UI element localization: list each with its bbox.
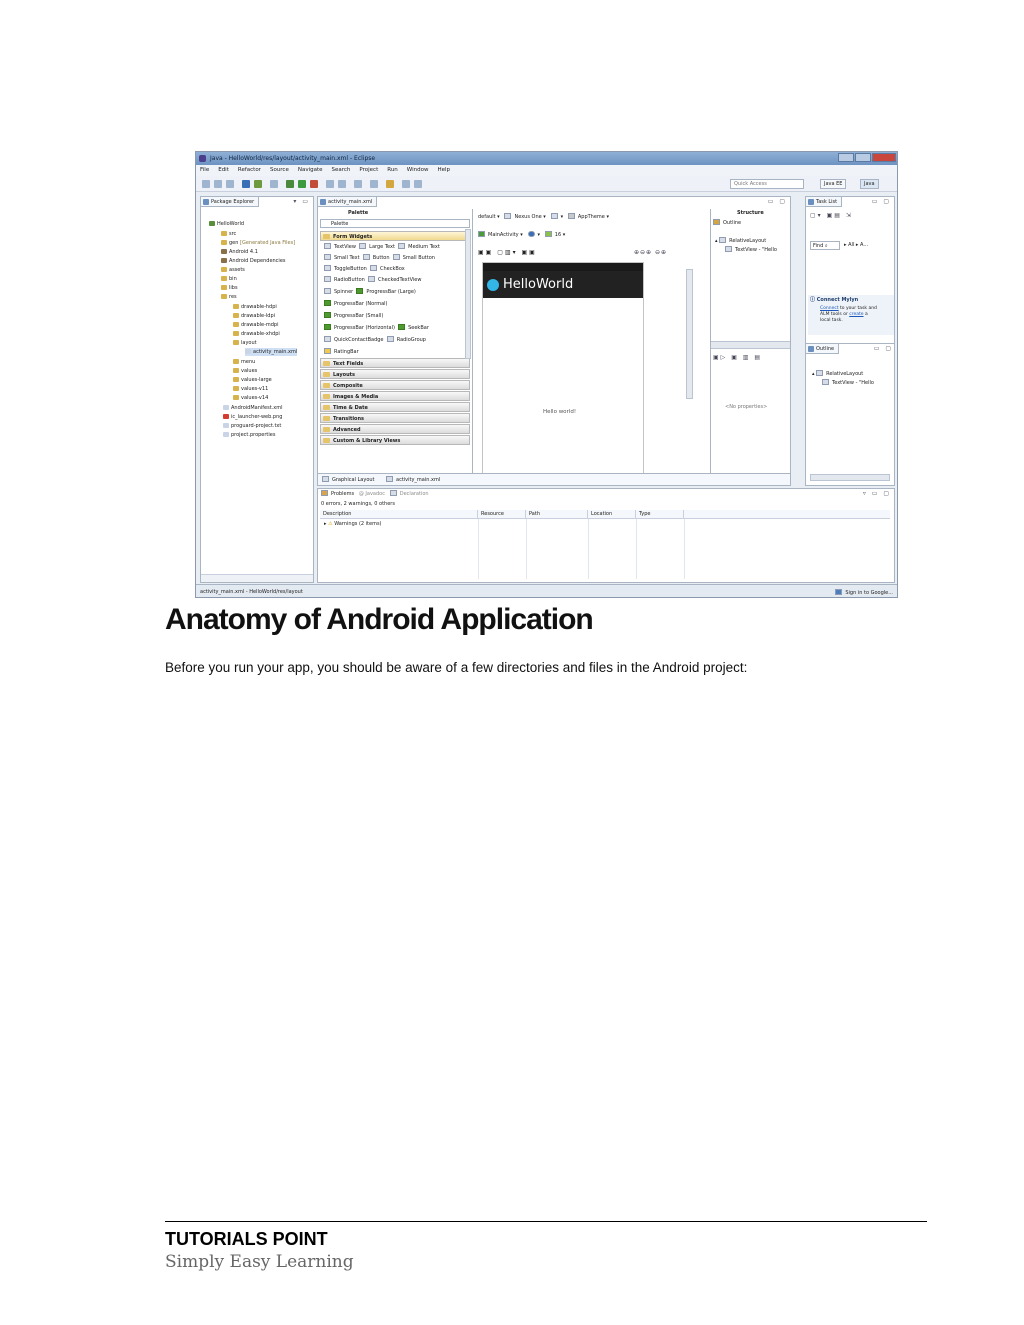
palette-category-form-widgets[interactable]: Form Widgets [320, 231, 470, 241]
tree-item[interactable]: drawable-ldpi [233, 312, 275, 320]
open-type-icon[interactable] [338, 180, 346, 188]
print-icon[interactable] [226, 180, 234, 188]
footer-divider [165, 1221, 927, 1222]
forward-icon[interactable] [414, 180, 422, 188]
tab-problems[interactable]: Problems [321, 491, 354, 497]
textview-icon [324, 243, 331, 249]
hello-textview[interactable]: Hello world! [543, 409, 577, 415]
folder-icon [233, 313, 239, 318]
column-divider [478, 519, 479, 579]
minimize-icon[interactable] [838, 153, 854, 162]
palette-scrollbar[interactable] [465, 229, 471, 359]
column-resource[interactable]: Resource [478, 510, 526, 519]
problems-panel [317, 488, 895, 583]
palette-category[interactable]: Composite [320, 380, 470, 390]
perspective-java-ee[interactable]: Java EE [820, 179, 846, 189]
tab-xml-source[interactable]: activity_main.xml [386, 476, 440, 483]
eclipse-screenshot [195, 151, 898, 598]
no-properties-text: <No properties> [725, 404, 768, 410]
package-explorer-panel [200, 196, 314, 583]
palette [318, 209, 473, 475]
widget-row: Spinner ProgressBar (Large) [324, 288, 416, 297]
textview-icon [359, 243, 366, 249]
google-icon [835, 589, 842, 595]
tree-item[interactable]: proguard-project.txt [223, 422, 281, 430]
column-location[interactable]: Location [588, 510, 636, 519]
status-bar [483, 263, 643, 271]
intro-paragraph: Before you run your app, you should be aware of a few directories and files in the Android project: [165, 660, 748, 675]
layout-icon [719, 237, 726, 243]
app-launcher-icon [487, 279, 499, 291]
tree-item[interactable]: values-v14 [233, 394, 268, 402]
new-class-icon[interactable] [326, 180, 334, 188]
config-dropdown[interactable]: default [478, 214, 496, 220]
task-filters[interactable]: ▸ All ▸ A... [844, 242, 869, 248]
seekbar-icon [398, 324, 405, 330]
xml-file-icon [386, 476, 393, 482]
widget-row: ProgressBar (Horizontal) SeekBar [324, 324, 429, 333]
device-screen [482, 262, 644, 475]
menu-search[interactable]: Search [331, 167, 351, 173]
theme-icon [568, 213, 575, 219]
column-divider [684, 519, 685, 579]
run-icon[interactable] [298, 180, 306, 188]
problems-summary: 0 errors, 2 warnings, 0 others [321, 501, 395, 507]
tab-javadoc[interactable]: @ Javadoc [358, 491, 385, 497]
library-icon [221, 249, 227, 254]
open-task-icon[interactable] [386, 180, 394, 188]
graphical-layout-icon [322, 476, 329, 482]
xml-file-icon [223, 405, 229, 410]
column-type[interactable]: Type [636, 510, 684, 519]
task-toolbar[interactable]: ▢▾ ▣▤ ⇲ [810, 212, 853, 219]
textview-icon [725, 246, 732, 252]
xml-file-icon [245, 349, 251, 354]
outline-icon [713, 219, 720, 225]
tree-item[interactable]: res [221, 293, 237, 301]
tree-item-selected[interactable]: activity_main.xml [245, 348, 297, 356]
tree-item[interactable]: drawable-hdpi [233, 303, 277, 311]
status-path: activity_main.xml - HelloWorld/res/layout [200, 589, 303, 595]
text-file-icon [223, 432, 229, 437]
widget-row: Small Text Button Small Button [324, 254, 435, 263]
outline-tree-item[interactable]: TextView - "Hello [725, 246, 777, 253]
view-controls[interactable]: ▭ ▢ [767, 198, 787, 205]
layout-icon [816, 370, 823, 376]
warning-icon: ⚠ [328, 521, 333, 527]
device-dropdown[interactable]: Nexus One [514, 214, 542, 220]
lint-icon[interactable] [270, 180, 278, 188]
widget-row: RadioButton CheckedTextView [324, 276, 421, 285]
task-list-icon [808, 199, 814, 205]
tree-item[interactable]: values-large [233, 376, 272, 384]
widget-row: ToggleButton CheckBox [324, 265, 405, 274]
config-bar-2: MainActivity ▾ ▾ 16 ▾ [478, 231, 565, 238]
view-controls[interactable]: ▿ ▭ ▢ [862, 490, 891, 497]
radiogroup-icon [387, 336, 394, 342]
palette-category[interactable]: Time & Date [320, 402, 470, 412]
folder-icon [233, 377, 239, 382]
problems-table-header [320, 510, 890, 519]
back-icon[interactable] [402, 180, 410, 188]
tab-declaration[interactable]: Declaration [390, 491, 429, 497]
editor-tab[interactable]: activity_main.xml [318, 197, 377, 207]
activity-icon [478, 231, 485, 237]
radio-icon [324, 276, 331, 282]
folder-icon [233, 395, 239, 400]
column-path[interactable]: Path [526, 510, 588, 519]
canvas-toolbar[interactable]: ▣▣ ▢▥▾ ▣▣ [478, 249, 537, 256]
palette-category[interactable]: Transitions [320, 413, 470, 423]
package-explorer-tab[interactable]: Package Explorer [201, 197, 259, 207]
progressbar-icon [324, 324, 331, 330]
menu-source[interactable]: Source [269, 167, 289, 173]
footer-tagline: Simply Easy Learning [165, 1252, 354, 1272]
outline-tree-item[interactable]: TextView - "Hello [822, 379, 874, 386]
tree-item[interactable]: gen [Generated Java Files] [221, 239, 295, 247]
tree-item[interactable]: Android Dependencies [221, 257, 286, 265]
outline-tree-item[interactable]: ▴ RelativeLayout [812, 371, 864, 377]
project-tree [201, 210, 314, 580]
tree-item[interactable]: AndroidManifest.xml [223, 404, 282, 412]
mylyn-create-link[interactable]: create [849, 312, 864, 317]
external-tools-icon[interactable] [310, 180, 318, 188]
problems-tabs [321, 490, 429, 497]
tree-item[interactable]: menu [233, 358, 255, 366]
checkbox-icon [368, 276, 375, 282]
task-list-tab[interactable]: Task List [806, 197, 842, 207]
menu-refactor[interactable]: Refactor [237, 167, 261, 173]
outline-scrollbar[interactable] [810, 474, 890, 481]
progressbar-icon [324, 312, 331, 318]
widget-row: ProgressBar (Normal) [324, 300, 387, 309]
folder-icon [233, 386, 239, 391]
locale-globe-icon[interactable] [528, 231, 535, 237]
tree-item[interactable]: values [233, 367, 257, 375]
app-title: HelloWorld [503, 277, 574, 292]
outline-icon [808, 346, 814, 352]
api-dropdown[interactable]: 16 [554, 232, 562, 238]
folder-icon [233, 304, 239, 309]
eclipse-icon [199, 155, 206, 162]
column-description[interactable]: Description [320, 510, 478, 519]
tree-item[interactable]: drawable-mdpi [233, 321, 279, 329]
tree-item[interactable]: assets [221, 266, 245, 274]
palette-dropdown[interactable]: Palette [320, 219, 470, 228]
button-icon [393, 254, 400, 260]
text-file-icon [223, 423, 229, 428]
tree-item[interactable]: layout [233, 339, 257, 347]
footer-brand: TUTORIALS POINT [165, 1229, 328, 1249]
window-title-bar [196, 152, 898, 165]
tree-item[interactable]: src [221, 230, 236, 238]
maximize-icon[interactable] [855, 153, 871, 162]
mylyn-title: ⓘ Connect Mylyn [810, 297, 859, 303]
textview-icon [398, 243, 405, 249]
structure-title: Structure [737, 210, 764, 216]
tree-item[interactable]: Android 4.1 [221, 248, 258, 256]
folder-icon [221, 276, 227, 281]
menu-window[interactable]: Window [406, 167, 429, 173]
close-icon[interactable] [872, 153, 896, 162]
horizontal-scrollbar[interactable] [201, 574, 313, 582]
tree-item[interactable]: values-v11 [233, 385, 268, 393]
badge-icon [324, 336, 331, 342]
window-title: Java - HelloWorld/res/layout/activity_main.xml - Eclipse [210, 155, 376, 162]
tree-item[interactable]: ic_launcher-web.png [223, 413, 282, 421]
toggle-icon [324, 265, 331, 271]
palette-category[interactable]: Images & Media [320, 391, 470, 401]
checkbox-icon [370, 265, 377, 271]
view-controls[interactable]: ▾ ▭ [293, 198, 310, 205]
library-icon [221, 258, 227, 263]
tree-item[interactable]: HelloWorld [209, 220, 244, 228]
debug-icon[interactable] [286, 180, 294, 188]
sign-in-google[interactable]: Sign in to Google... [835, 589, 893, 596]
section-heading: Anatomy of Android Application [165, 603, 593, 636]
search-icon[interactable] [354, 180, 362, 188]
folder-icon [233, 322, 239, 327]
progressbar-icon [324, 300, 331, 306]
palette-category[interactable]: Advanced [320, 424, 470, 434]
palette-title: Palette [348, 210, 369, 216]
view-controls[interactable]: ▭ ▢ [873, 345, 893, 352]
image-file-icon [223, 414, 229, 419]
progressbar-icon [356, 288, 363, 294]
palette-category[interactable]: Layouts [320, 369, 470, 379]
folder-icon [221, 294, 227, 299]
outline-tree-item[interactable]: ▴ RelativeLayout [715, 238, 767, 244]
folder-icon [233, 359, 239, 364]
folder-icon [221, 285, 227, 290]
tree-item[interactable]: bin [221, 275, 237, 283]
palette-category[interactable]: Custom & Library Views [320, 435, 470, 445]
menu-bar [196, 165, 898, 176]
menu-edit[interactable]: Edit [218, 167, 229, 173]
view-controls[interactable]: ▭ ▢ [871, 198, 891, 205]
menu-file[interactable]: File [200, 167, 210, 173]
palette-category[interactable]: Text Fields [320, 358, 470, 368]
button-icon [363, 254, 370, 260]
problems-icon [321, 490, 328, 496]
config-bar: default ▾ Nexus One ▾ ▾ AppTheme ▾ [478, 214, 609, 220]
folder-icon [221, 231, 227, 236]
tab-graphical-layout[interactable]: Graphical Layout [322, 476, 375, 483]
folder-icon [221, 240, 227, 245]
textview-icon [324, 254, 331, 260]
task-list-panel [805, 196, 895, 486]
main-toolbar [196, 176, 898, 192]
layout-editor-panel [317, 196, 791, 486]
widget-row: TextView Large Text Medium Text [324, 243, 440, 252]
canvas-scrollbar[interactable] [686, 269, 693, 399]
widget-row: ProgressBar (Small) [324, 312, 383, 321]
menu-run[interactable]: Run [387, 167, 398, 173]
task-find-input[interactable]: Find ⌕ [810, 241, 840, 250]
outline-tab[interactable]: Outline [806, 344, 839, 354]
new-icon[interactable] [202, 180, 210, 188]
menu-help[interactable]: Help [437, 167, 451, 173]
declaration-icon [390, 490, 397, 496]
package-icon [203, 199, 209, 205]
spinner-icon [324, 288, 331, 294]
structure-panel [710, 209, 791, 475]
mylyn-text: Connect to your task and ALM tools or create a local task. [820, 306, 877, 323]
android-sdk-icon[interactable] [242, 180, 250, 188]
mylyn-connect-link[interactable]: Connect [820, 306, 839, 311]
widget-row: QuickContactBadge RadioGroup [324, 336, 426, 345]
tree-item[interactable]: project.properties [223, 431, 275, 439]
orientation-icon [551, 213, 558, 219]
project-icon [209, 221, 215, 226]
folder-icon [233, 340, 239, 345]
status-bar [196, 584, 898, 598]
folder-icon [233, 331, 239, 336]
outline-view [806, 343, 895, 486]
avd-manager-icon[interactable] [254, 180, 262, 188]
activity-dropdown[interactable]: MainActivity [488, 232, 519, 238]
column-divider [636, 519, 637, 579]
device-icon [504, 213, 511, 219]
structure-outline-label: Outline [713, 219, 741, 226]
save-icon[interactable] [214, 180, 222, 188]
structure-splitter[interactable] [711, 341, 791, 349]
column-divider [588, 519, 589, 579]
table-row[interactable]: ▸ ⚠ Warnings (2 items) [324, 521, 382, 527]
rating-star-icon [324, 348, 331, 354]
menu-project[interactable]: Project [359, 167, 379, 173]
editor-bottom-tabs [318, 473, 791, 485]
folder-icon [233, 368, 239, 373]
tree-item[interactable]: libs [221, 284, 238, 292]
widget-row: RatingBar [324, 348, 359, 357]
folder-icon [221, 267, 227, 272]
annotation-icon[interactable] [370, 180, 378, 188]
connect-mylyn-box [808, 295, 894, 335]
tree-item[interactable]: drawable-xhdpi [233, 330, 280, 338]
quick-access-input[interactable]: Quick Access [730, 179, 804, 189]
properties-toolbar[interactable]: ▣▷ ▣ ▥ ▤ [713, 354, 763, 361]
perspective-java[interactable]: Java [860, 179, 879, 189]
textview-icon [822, 379, 829, 385]
layout-canvas [474, 209, 708, 475]
zoom-controls[interactable]: ⊕⊖⊕ ⊖⊕ [634, 249, 668, 256]
menu-navigate[interactable]: Navigate [297, 167, 323, 173]
theme-dropdown[interactable]: AppTheme [577, 214, 605, 220]
android-api-icon [545, 231, 552, 237]
column-divider [526, 519, 527, 579]
window-controls [838, 153, 896, 163]
xml-file-icon [320, 199, 326, 205]
